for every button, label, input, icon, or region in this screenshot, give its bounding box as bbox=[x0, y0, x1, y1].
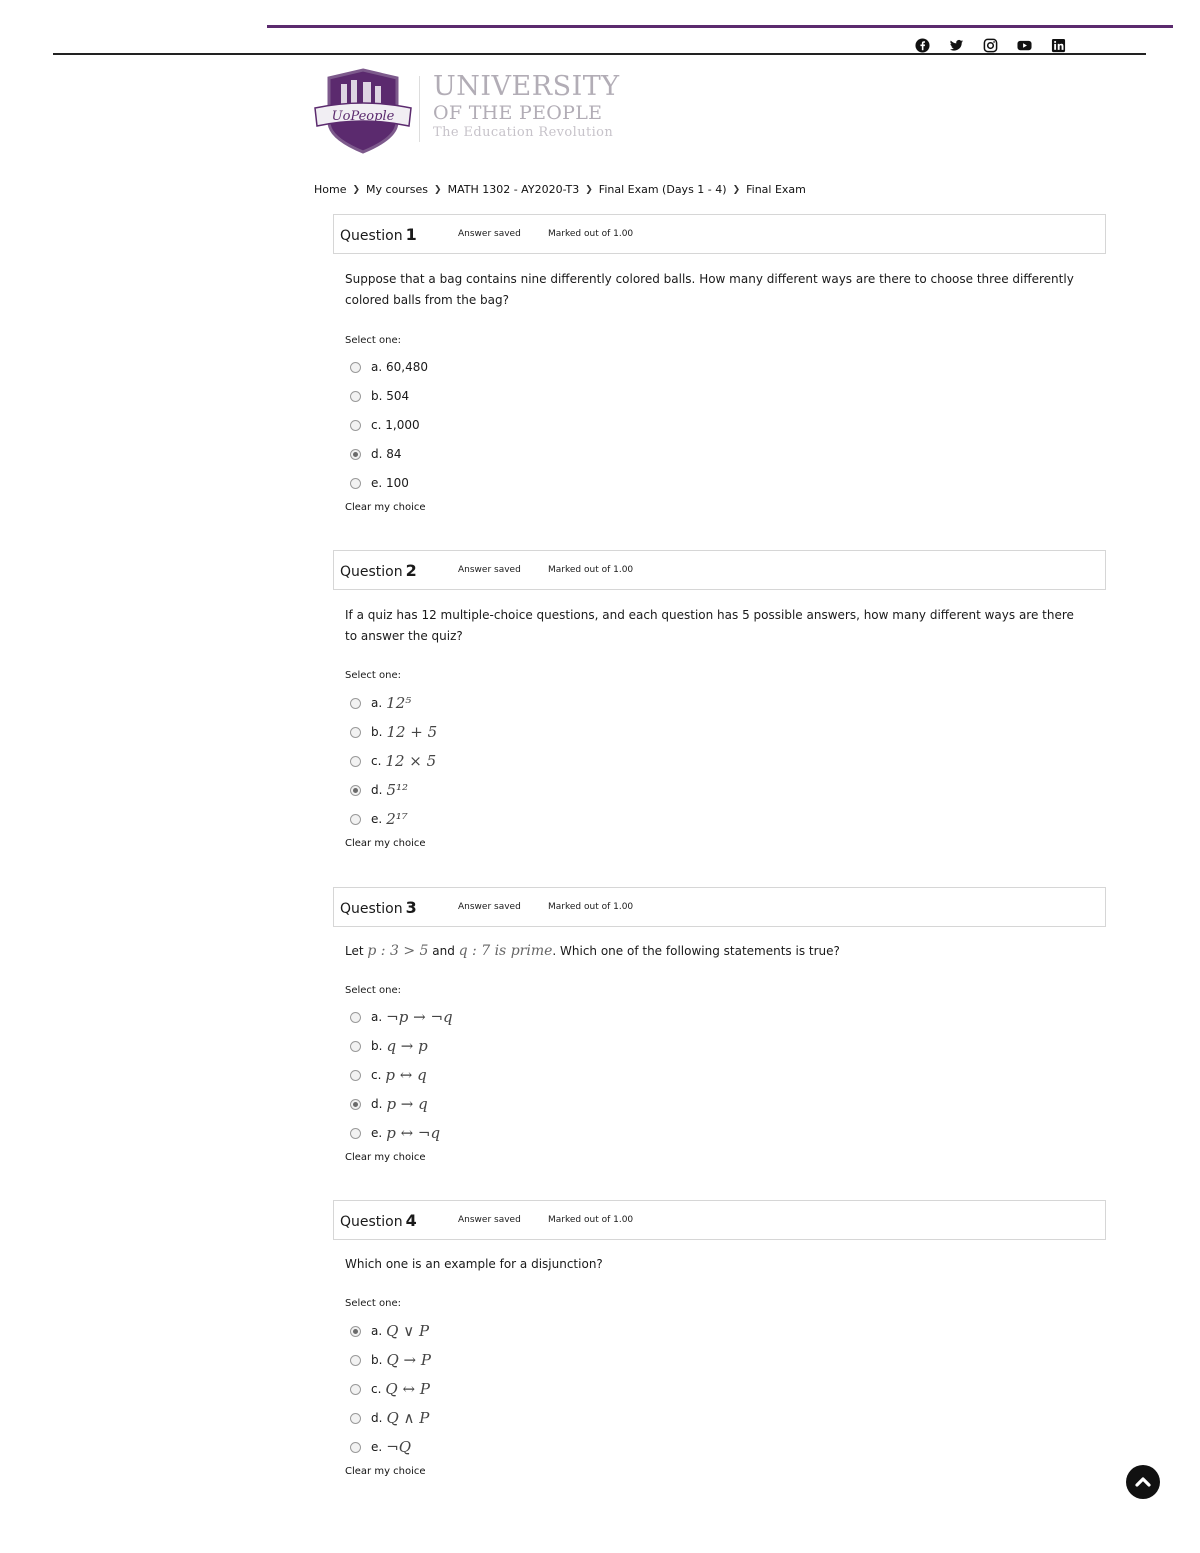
chevron-right-icon: ❯ bbox=[352, 184, 361, 195]
option-math: 12 + 5 bbox=[386, 723, 438, 741]
question-mark: Marked out of 1.00 bbox=[548, 565, 634, 575]
q4-option-a[interactable] bbox=[350, 1322, 429, 1340]
option-letter: a. bbox=[371, 1010, 383, 1024]
option-letter: e. bbox=[371, 1440, 383, 1454]
option-math: Q ↔ P bbox=[385, 1380, 430, 1398]
q3-option-c[interactable] bbox=[350, 1066, 427, 1084]
question-3-info bbox=[333, 887, 1106, 927]
breadcrumb-final-exam[interactable]: Final Exam bbox=[746, 183, 806, 196]
radio-button-selected[interactable] bbox=[350, 1099, 361, 1110]
radio-button[interactable] bbox=[350, 1413, 361, 1424]
option-letter: a. bbox=[371, 696, 383, 710]
q2-option-b[interactable] bbox=[350, 723, 437, 741]
option-letter: e. bbox=[371, 1126, 383, 1140]
radio-button[interactable] bbox=[350, 1384, 361, 1395]
option-letter: a. bbox=[371, 1324, 383, 1338]
clear-choice-link[interactable]: Clear my choice bbox=[345, 1152, 426, 1163]
radio-button[interactable] bbox=[350, 814, 361, 825]
question-label: Question bbox=[340, 901, 403, 917]
chevron-up-icon bbox=[1133, 1472, 1153, 1492]
option-math: 12 × 5 bbox=[385, 752, 437, 770]
option-math: p ↔ ¬q bbox=[386, 1124, 441, 1142]
radio-button[interactable] bbox=[350, 1128, 361, 1139]
option-letter: d. bbox=[371, 783, 383, 797]
radio-button[interactable] bbox=[350, 1070, 361, 1081]
option-value: 60,480 bbox=[386, 360, 428, 374]
option-math: 5¹² bbox=[386, 781, 409, 799]
option-math: p → q bbox=[386, 1095, 428, 1113]
q1-option-e[interactable] bbox=[350, 476, 409, 490]
question-label: Question bbox=[340, 564, 403, 580]
option-letter: c. bbox=[371, 418, 382, 432]
logo-divider bbox=[419, 76, 420, 142]
option-letter: d. bbox=[371, 447, 383, 461]
option-value: 1,000 bbox=[385, 418, 420, 432]
q2-option-a[interactable] bbox=[350, 694, 411, 712]
shield-crest-icon bbox=[313, 68, 413, 154]
question-state: Answer saved bbox=[458, 229, 521, 239]
logo-tagline: The Education Revolution bbox=[433, 125, 614, 140]
option-math: ¬Q bbox=[386, 1438, 412, 1456]
q4-option-d[interactable] bbox=[350, 1409, 429, 1427]
option-letter: a. bbox=[371, 360, 383, 374]
logo-badge-text: UoPeople bbox=[331, 109, 395, 124]
q3-option-a[interactable] bbox=[350, 1008, 453, 1026]
question-2-info bbox=[333, 550, 1106, 590]
option-letter: d. bbox=[371, 1411, 383, 1425]
question-number: 3 bbox=[405, 898, 417, 917]
option-math: Q ∨ P bbox=[386, 1322, 430, 1340]
q4-option-c[interactable] bbox=[350, 1380, 430, 1398]
radio-button[interactable] bbox=[350, 1012, 361, 1023]
text-part: . Which one of the following statements is true? bbox=[552, 944, 840, 958]
radio-button[interactable] bbox=[350, 478, 361, 489]
breadcrumb-home[interactable]: Home bbox=[314, 183, 347, 196]
q1-option-d[interactable] bbox=[350, 447, 402, 461]
question-3-text bbox=[345, 941, 1085, 962]
clear-choice-link[interactable]: Clear my choice bbox=[345, 1466, 426, 1477]
select-one-label: Select one: bbox=[345, 335, 402, 346]
social-links bbox=[913, 37, 1067, 53]
youtube-icon[interactable] bbox=[1015, 37, 1033, 53]
option-math: Q ∧ P bbox=[386, 1409, 430, 1427]
option-letter: c. bbox=[371, 754, 382, 768]
q2-option-e[interactable] bbox=[350, 810, 408, 828]
option-letter: b. bbox=[371, 1353, 383, 1367]
q2-option-d[interactable] bbox=[350, 781, 408, 799]
select-one-label: Select one: bbox=[345, 670, 402, 681]
math-q: q : 7 is prime bbox=[458, 943, 553, 959]
text-part: Let bbox=[345, 944, 368, 958]
header-divider bbox=[53, 53, 1146, 55]
question-title bbox=[340, 898, 417, 917]
question-title bbox=[340, 225, 417, 244]
question-state: Answer saved bbox=[458, 902, 521, 912]
radio-button[interactable] bbox=[350, 391, 361, 402]
radio-button[interactable] bbox=[350, 727, 361, 738]
logo-wordmark bbox=[433, 72, 620, 142]
breadcrumb bbox=[314, 183, 806, 196]
q4-option-b[interactable] bbox=[350, 1351, 431, 1369]
clear-choice-link[interactable]: Clear my choice bbox=[345, 502, 426, 513]
chevron-right-icon: ❯ bbox=[434, 184, 442, 195]
radio-button[interactable] bbox=[350, 1355, 361, 1366]
question-4-info bbox=[333, 1200, 1106, 1240]
option-letter: c. bbox=[371, 1068, 382, 1082]
q1-option-c[interactable] bbox=[350, 418, 420, 432]
q4-option-e[interactable] bbox=[350, 1438, 411, 1456]
q2-option-c[interactable] bbox=[350, 752, 436, 770]
clear-choice-link[interactable]: Clear my choice bbox=[345, 838, 426, 849]
select-one-label: Select one: bbox=[345, 985, 402, 996]
radio-button[interactable] bbox=[350, 698, 361, 709]
option-letter: c. bbox=[371, 1382, 382, 1396]
question-2-text: If a quiz has 12 multiple-choice questions, and each question has 5 possible answers, how many different ways are there to answer the quiz? bbox=[345, 608, 1074, 643]
q1-option-b[interactable] bbox=[350, 389, 409, 403]
q3-option-e[interactable] bbox=[350, 1124, 440, 1142]
radio-button-selected[interactable] bbox=[350, 785, 361, 796]
option-math: p ↔ q bbox=[385, 1066, 427, 1084]
question-title bbox=[340, 1211, 417, 1230]
radio-button[interactable] bbox=[350, 756, 361, 767]
option-letter: e. bbox=[371, 476, 383, 490]
back-to-top-button[interactable] bbox=[1126, 1465, 1160, 1499]
radio-button[interactable] bbox=[350, 362, 361, 373]
facebook-icon[interactable] bbox=[913, 37, 931, 53]
logo-line1: UNIVERSITY bbox=[433, 71, 620, 102]
question-mark: Marked out of 1.00 bbox=[548, 1215, 634, 1225]
q3-option-d[interactable] bbox=[350, 1095, 428, 1113]
question-1-text: Suppose that a bag contains nine differently colored balls. How many different ways are there to choose three differently colored balls from the bag? bbox=[345, 272, 1074, 307]
text-part: and bbox=[428, 944, 459, 958]
option-math: 12⁵ bbox=[386, 694, 412, 712]
option-letter: d. bbox=[371, 1097, 383, 1111]
chevron-right-icon: ❯ bbox=[585, 184, 593, 195]
question-number: 2 bbox=[405, 561, 417, 580]
option-value: 504 bbox=[386, 389, 410, 403]
logo-line2: OF THE PEOPLE bbox=[433, 102, 603, 124]
option-math: 2¹⁷ bbox=[386, 810, 408, 828]
question-mark: Marked out of 1.00 bbox=[548, 902, 634, 912]
option-value: 84 bbox=[386, 447, 402, 461]
radio-button[interactable] bbox=[350, 420, 361, 431]
radio-button-selected[interactable] bbox=[350, 449, 361, 460]
select-one-label: Select one: bbox=[345, 1298, 402, 1309]
radio-button[interactable] bbox=[350, 1041, 361, 1052]
breadcrumb-course[interactable]: MATH 1302 - AY2020-T3 bbox=[447, 183, 580, 196]
brand-top-bar bbox=[267, 25, 1173, 28]
chevron-right-icon: ❯ bbox=[732, 184, 741, 195]
q3-option-b[interactable] bbox=[350, 1037, 428, 1055]
breadcrumb-final-exam-section[interactable]: Final Exam (Days 1 - 4) bbox=[598, 183, 727, 196]
twitter-icon[interactable] bbox=[947, 37, 965, 53]
linkedin-icon[interactable] bbox=[1049, 37, 1067, 53]
radio-button-selected[interactable] bbox=[350, 1326, 361, 1337]
option-value: 100 bbox=[386, 476, 409, 490]
question-label: Question bbox=[340, 228, 403, 244]
option-letter: b. bbox=[371, 725, 383, 739]
option-letter: b. bbox=[371, 1039, 383, 1053]
question-state: Answer saved bbox=[458, 1215, 521, 1225]
question-title bbox=[340, 561, 417, 580]
math-p: p : 3 > 5 bbox=[367, 943, 429, 959]
instagram-icon[interactable] bbox=[981, 37, 999, 53]
radio-button[interactable] bbox=[350, 1442, 361, 1453]
question-number: 4 bbox=[405, 1211, 417, 1230]
question-label: Question bbox=[340, 1214, 403, 1230]
breadcrumb-my-courses[interactable]: My courses bbox=[366, 183, 429, 196]
option-math: Q → P bbox=[386, 1351, 431, 1369]
question-4-text: Which one is an example for a disjunction? bbox=[345, 1257, 603, 1271]
question-mark: Marked out of 1.00 bbox=[548, 229, 634, 239]
question-number: 1 bbox=[405, 225, 417, 244]
option-letter: e. bbox=[371, 812, 383, 826]
option-math: ¬p → ¬q bbox=[386, 1008, 453, 1026]
question-state: Answer saved bbox=[458, 565, 521, 575]
option-letter: b. bbox=[371, 389, 383, 403]
q1-option-a[interactable] bbox=[350, 360, 428, 374]
option-math: q → p bbox=[386, 1037, 428, 1055]
question-1-info bbox=[333, 214, 1106, 254]
